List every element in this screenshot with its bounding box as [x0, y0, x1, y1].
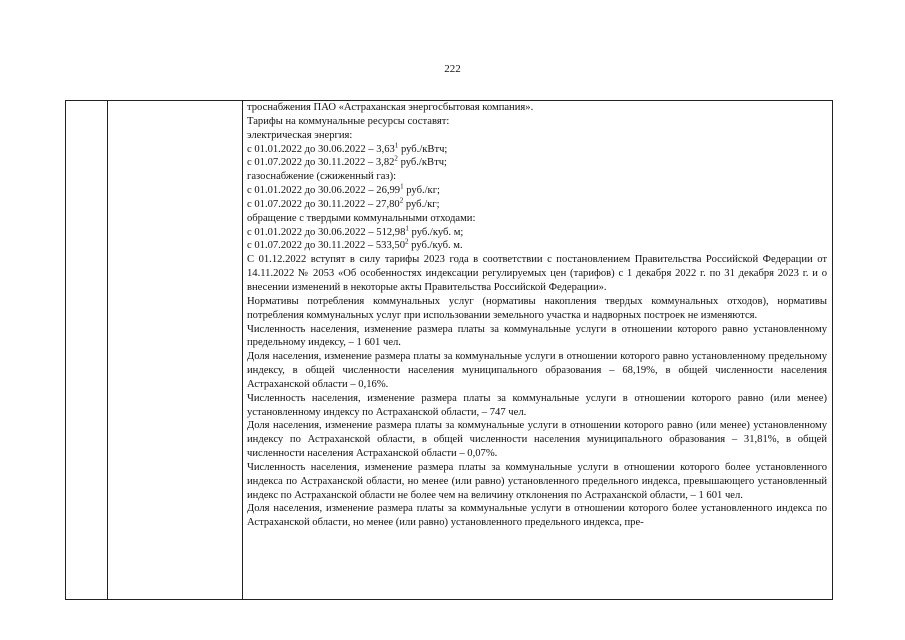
description-line	[247, 184, 827, 198]
description-line-text: обращение с твердыми коммунальными отходами:	[247, 212, 476, 224]
description-line	[247, 239, 827, 253]
description-line	[247, 170, 827, 184]
description-line-text: электрическая энергия:	[247, 129, 353, 141]
description-line	[247, 419, 827, 461]
table-cell-number-text	[66, 101, 107, 599]
page-number: 222	[444, 63, 461, 75]
description-line	[247, 198, 827, 212]
description-line-unit: руб./кВтч;	[397, 157, 447, 169]
footnote-marker: 1	[405, 224, 409, 233]
description-line-text: Доля населения, изменение размера платы за коммунальные услуги в отношении которого равно (или менее) установленному индексу по Астраханской области, в общей численности населения муниципального образования – 31,81%, в общей численности населения Астраханской области – 0,07%.	[247, 420, 827, 460]
description-line	[247, 156, 827, 170]
description-line-text: Доля населения, изменение размера платы за коммунальные услуги в отношении которого равно установленному предельному индексу, в общей численности населения муниципального образования – 68,19%, в общей численности населения Астраханской области – 0,16%.	[247, 351, 827, 390]
description-line-text: с 01.07.2022 до 30.11.2022 – 27,80	[247, 198, 400, 210]
description-line-text: Численность населения, изменение размера платы за коммунальные услуги в отношении которого более установленного индекса по Астраханской области, но менее (или равно) установленного предельного индекса, превышающего установленный индекс по Астраханской области не более чем на величину отклонения по Астраханской области, – 1 601 чел.	[247, 461, 827, 501]
description-line-text: газоснабжение (сжиженный газ):	[247, 171, 397, 183]
description-line	[247, 392, 827, 420]
description-line-unit: руб./куб. м.	[408, 240, 463, 252]
description-line	[247, 323, 827, 351]
description-line	[247, 226, 827, 240]
description-line-unit: руб./кг;	[403, 185, 440, 197]
description-line-text: Нормативы потребления коммунальных услуг (нормативы накопления твердых коммунальных отходов), нормативы потребления коммунальных услуг при использовании земельного участка и надворных построек не изменяются.	[247, 295, 827, 321]
description-line-text: Тарифы на коммунальные ресурсы составят:	[247, 115, 450, 127]
table-row	[66, 101, 833, 600]
footnote-marker: 1	[400, 182, 404, 191]
description-line	[247, 212, 827, 226]
footnote-marker: 2	[399, 196, 404, 205]
description-line-text: с 01.01.2022 до 30.06.2022 – 3,63	[247, 143, 395, 155]
table-cell-name-text	[108, 101, 242, 599]
description-line	[247, 253, 827, 295]
table-cell-description-text	[243, 101, 832, 599]
description-line	[247, 461, 827, 503]
table-cell-name	[108, 101, 243, 600]
description-line-text: с 01.07.2022 до 30.11.2022 – 3,82	[247, 157, 395, 169]
description-line-text: с 01.01.2022 до 30.06.2022 – 512,98	[247, 226, 406, 238]
description-line-unit: руб./куб. м;	[408, 226, 464, 238]
description-line	[247, 115, 827, 129]
footnote-marker: 1	[394, 141, 399, 149]
description-line-text: с 01.01.2022 до 30.06.2022 – 26,99	[247, 185, 401, 197]
description-line-text: троснабжения ПАО «Астраханская энергосбытовая компания».	[247, 102, 534, 113]
description-line-text: С 01.12.2022 вступят в силу тарифы 2023 года в соответствии с постановлением Правительства Российской Федерации от 14.11.2022 № 2053 «Об особенностях индексации регулируемых цен (тарифов) с 1 декабря 2022 г. по 31 декабря 2023 г. и о внесении изменений в некоторые акты Правительства Российской Федерации».	[247, 254, 827, 293]
description-line-text: Доля населения, изменение размера платы за коммунальные услуги в отношении которого более установленного индекса по Астраханской области, но менее (или равно) установленного предельного индекса, пре-	[247, 503, 827, 529]
description-line	[247, 295, 827, 323]
description-line	[247, 129, 827, 143]
description-line-text: Численность населения, изменение размера платы за коммунальные услуги в отношении которого равно установленному предельному индексу, – 1 601 чел.	[247, 323, 827, 349]
description-line	[247, 502, 827, 530]
description-line-text: с 01.07.2022 до 30.11.2022 – 533,50	[247, 240, 406, 252]
description-line	[247, 101, 827, 115]
footnote-marker: 2	[405, 237, 409, 246]
table-cell-description	[243, 101, 833, 600]
table-cell-number	[66, 101, 108, 600]
description-line-unit: руб./кг;	[403, 198, 440, 210]
description-line-unit: руб./кВтч;	[398, 143, 448, 155]
document-table	[65, 100, 833, 600]
description-line	[247, 143, 827, 157]
footnote-marker: 2	[394, 154, 398, 163]
description-line	[247, 350, 827, 392]
description-line-text: Численность населения, изменение размера платы за коммунальные услуги в отношении которого равно (или менее) установленному индексу по Астраханской области, – 747 чел.	[247, 392, 827, 418]
